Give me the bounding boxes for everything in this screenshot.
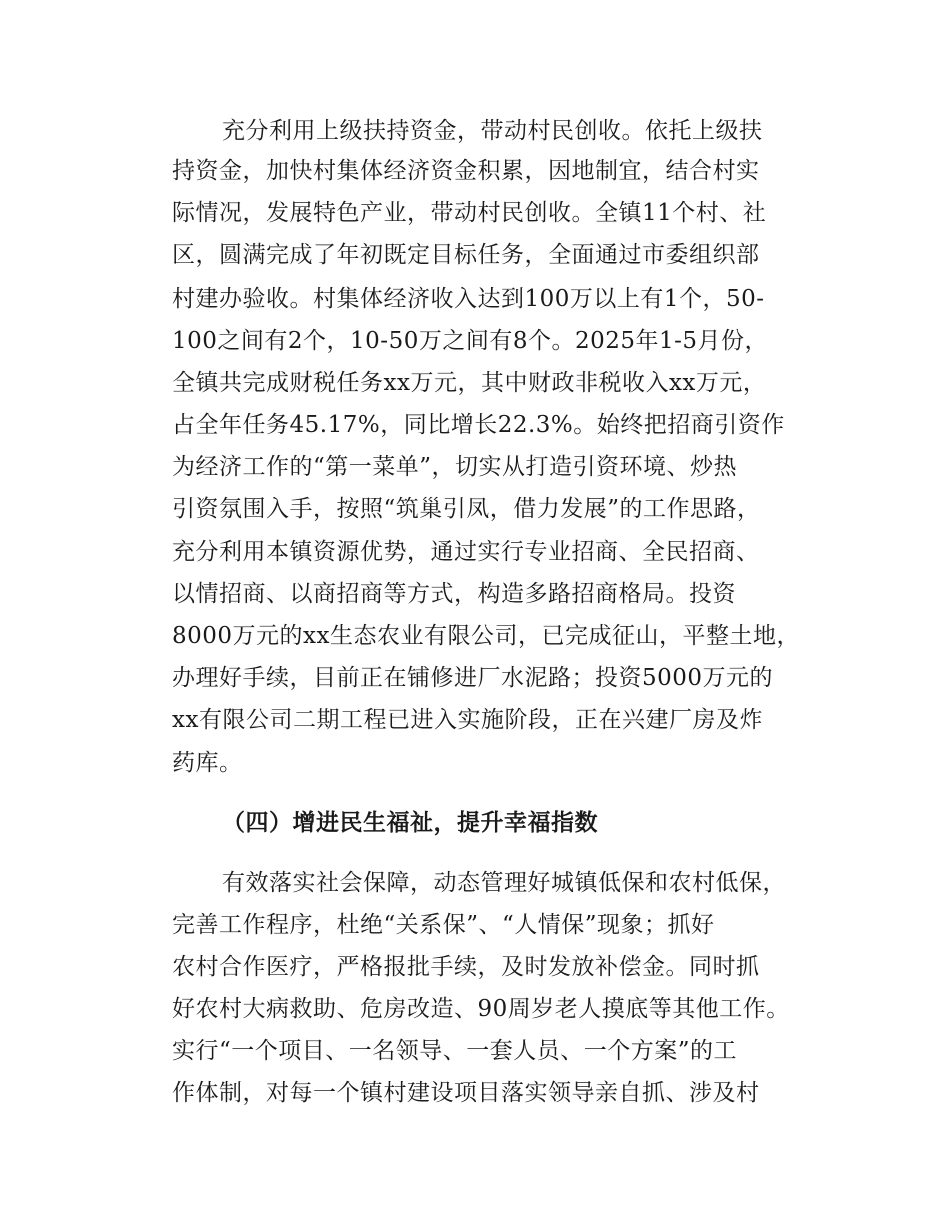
section-heading: （四）增进民生福祉，提升幸福指数 <box>222 810 598 836</box>
paragraph-2-line-3: 农村合作医疗，严格报批手续，及时发放补偿金。同时抓 <box>172 954 760 980</box>
paragraph-1-line-4: 区，圆满完成了年初既定目标任务，全面通过市委组织部 <box>172 242 760 268</box>
paragraph-1-line-14: 办理好手续，目前正在铺修进厂水泥路；投资5000万元的 <box>172 665 774 691</box>
paragraph-1-line-3: 际情况，发展特色产业，带动村民创收。全镇11个村、社 <box>172 200 767 226</box>
paragraph-1-line-16: 药库。 <box>172 750 243 776</box>
paragraph-1-line-8: 占全年任务45.17%，同比增长22.3%。始终把招商引资作 <box>172 412 785 438</box>
paragraph-1-line-1: 充分利用上级扶持资金，带动村民创收。依托上级扶 <box>222 118 763 144</box>
paragraph-1-line-2: 持资金，加快村集体经济资金积累，因地制宜，结合村实 <box>172 158 760 184</box>
paragraph-2-line-2: 完善工作程序，杜绝“关系保”、“人情保”现象；抓好 <box>172 912 715 938</box>
paragraph-2-line-6: 作体制，对每一个镇村建设项目落实领导亲自抓、涉及村 <box>172 1080 760 1106</box>
paragraph-1-line-11: 充分利用本镇资源优势，通过实行专业招商、全民招商、 <box>172 539 760 565</box>
paragraph-1-line-15: xx有限公司二期工程已进入实施阶段，正在兴建厂房及炸 <box>172 707 763 733</box>
paragraph-1-line-10: 引资氛围入手，按照“筑巢引凤，借力发展”的工作思路， <box>172 496 761 522</box>
paragraph-1-line-13: 8000万元的xx生态农业有限公司，已完成征山，平整土地， <box>172 623 800 649</box>
paragraph-1-line-7: 全镇共完成财税任务xx万元，其中财政非税收入xx万元， <box>172 370 767 396</box>
paragraph-2-line-4: 好农村大病救助、危房改造、90周岁老人摸底等其他工作。 <box>172 996 790 1022</box>
paragraph-2-line-5: 实行“一个项目、一名领导、一套人员、一个方案”的工 <box>172 1038 738 1064</box>
paragraph-1-line-5: 村建办验收。村集体经济收入达到100万以上有1个，50- <box>172 286 765 312</box>
paragraph-1-line-6: 100之间有2个，10-50万之间有8个。2025年1-5月份， <box>172 328 769 354</box>
paragraph-1-line-9: 为经济工作的“第一菜单”，切实从打造引资环境、炒热 <box>172 454 738 480</box>
paragraph-2-line-1: 有效落实社会保障，动态管理好城镇低保和农村低保， <box>222 870 786 896</box>
paragraph-1-line-12: 以情招商、以商招商等方式，构造多路招商格局。投资 <box>172 581 736 607</box>
